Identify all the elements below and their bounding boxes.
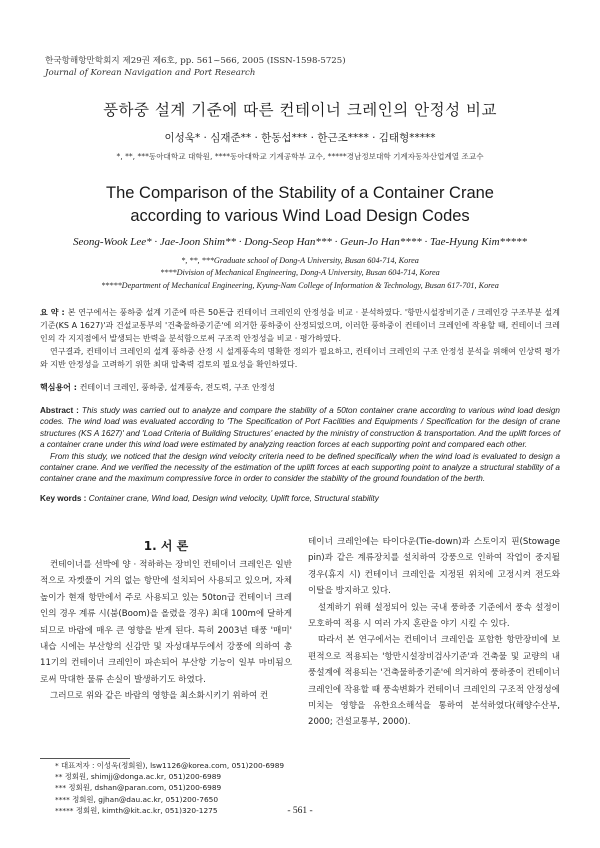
abstract-en-text2: From this study, we noticed that the design wind velocity criteria need to be defined specifically when the wind load is evaluated to design a container crane. And we verified the necessity of the estimation of the uplift forces at each supporting point to analyze a structural stability of a container crane and the maximum compressive force in order to consider the stability of the ground foundation of the berth.: [40, 451, 560, 484]
section-title-intro: 1. 서 론: [143, 539, 189, 553]
affiliations-en: [0, 255, 600, 292]
paper-title-ko: 풍하중 설계 기준에 따른 컨테이너 크레인의 안정성 비교: [103, 101, 497, 119]
footnote-5: ***** 정회원, kimth@kit.ac.kr, 051)320-1275: [55, 805, 218, 815]
abstract-en: [40, 405, 560, 485]
keywords-ko-label: 핵심용어 :: [40, 383, 80, 392]
abstract-en-p1: [40, 405, 560, 451]
body-right-p1: 테이너 크레인에는 타이다운(Tie-down)과 스토이지 핀(Stowage pin)과 같은 계류장치를 설치하여 강풍으로 인하여 작업이 중지될 경우(휴지 시) 컨테이너 크레인을 지정된 위치에 고정시켜 전도와 이탈을 방지하고 있다.: [308, 537, 560, 597]
affiliations-ko: *, **, ***동아대학교 대학원, ****동아대학교 기계공학부 교수, *****경남정보대학 기계자동차산업계열 조교수: [116, 152, 484, 161]
keywords-ko-text: 컨테이너 크레인, 풍하중, 설계풍속, 전도력, 구조 안정성: [79, 383, 276, 392]
body-column-right: [308, 534, 560, 731]
journal-line-en: Journal of Korean Navigation and Port Research: [45, 68, 256, 78]
body-left-p1: 컨테이너를 선박에 양 · 적하하는 장비인 컨테이너 크레인은 일반적으로 자켓풀이 거의 없는 항만에 설치되어 사용되고 있으며, 자체 높이가 현재 항만에서 주로 사용되고 있는 50ton급 컨테이너 크레인의 경우 계류 시(붐(Boom)을 올렸을 경우) 최대 100m에 달하게 되므로 바람에 매우 큰 영향을 받게 된다. 특히 2003년 태풍 '매미' 내습 시에는 부산항의 신감만 및 자성대부두에서 강풍에 의하여 총 11기의 컨테이너 크레인이 파손되어 부산항 기능이 일부 마비됨으로써 막대한 물류 손실이 발생하기도 하였다.: [40, 560, 292, 685]
abstract-ko-text1: 본 연구에서는 풍하중 설계 기준에 따른 50톤급 컨테이너 크레인의 안정성을 비교 · 분석하였다. '항만시설장비기준 / 크레인강 구조부분 설계 기준(KS A 1627)'과 건설교통부의 '건축물하중기준'에 의거한 풍하중이 산정되었으며, 이러한 풍하중이 컨테이너 크레인에 작용할 때, 컨테이너 크레인의 각 지지점에서 발생되는 반력을 분석함으로써 구조적 안정성을 비교 · 평가하였다.: [40, 308, 560, 343]
journal-info: [45, 55, 346, 79]
abstract-en-text1: This study was carried out to analyze and compare the stability of a 50ton container crane according to various wind load design codes. The wind load was evaluated according to 'The Specification of Port Facilities and Equipments / Specification for the design of crane structures (KS A 1627)' and 'Load Criteria of Building Structures' enacted by the ministry of construction & transportation. And the uplift forces of a container crane under this wind load were estimated by analyzing reaction forces at each supporting point and compared each other.: [40, 406, 560, 450]
authors-ko: 이성욱* · 심재준** · 한동섭*** · 한근조**** · 김태형*****: [164, 132, 436, 144]
footnote-4: **** 정회원, gjhan@dau.ac.kr, 051)200-7650: [55, 794, 219, 804]
affiliation-en-1: *, **, ***Graduate school of Dong-A University, Busan 604-714, Korea: [181, 256, 419, 265]
abstract-en-label: Abstract :: [40, 406, 82, 415]
abstract-ko: [40, 306, 560, 371]
keywords-ko: [40, 382, 560, 393]
keywords-en-label: Key words :: [40, 494, 89, 503]
keywords-en: [40, 494, 560, 503]
paper-title-en: [0, 182, 600, 228]
body-left-p2: 그러므로 위와 같은 바람의 영향을 최소화시키기 위하여 컨: [50, 691, 269, 702]
footnote-3: *** 정회원, dshan@paran.com, 051)200-6989: [55, 783, 222, 793]
page-number: - 561 -: [287, 806, 313, 816]
affiliation-en-2: ****Division of Mechanical Engineering, Dong-A University, Busan 604-714, Korea: [160, 268, 440, 278]
footnote-2: ** 정회원, shimjj@donga.ac.kr, 051)200-6989: [55, 772, 222, 782]
abstract-ko-label: 요 약 :: [40, 308, 68, 317]
affiliation-en-3: *****Department of Mechanical Engineering, Kyung-Nam College of Information & Technology, Busan 617-701, Korea: [101, 280, 499, 290]
paper-title-en-line2: according to various Wind Load Design Codes: [130, 207, 470, 225]
footnote-rule: [40, 758, 130, 759]
footnote-1: * 대표저자 : 이성욱(정회원), lsw1126@korea.com, 051)200-6989: [55, 761, 285, 770]
keywords-en-text: Container crane, Wind load, Design wind velocity, Uplift force, Structural stability: [88, 494, 379, 503]
body-right-p2: 설계하기 위해 설정되어 있는 국내 풍하중 기준에서 풍속 설정이 모호하여 적용 시 여러 가지 혼란을 야기 시킬 수 있다.: [308, 602, 560, 630]
authors-en: Seong-Wook Lee* · Jae-Joon Shim** · Dong-Seop Han*** · Geun-Jo Han**** · Tae-Hyung Kim*****: [72, 236, 528, 248]
paper-title-en-line1: The Comparison of the Stability of a Container Crane: [106, 184, 494, 202]
body-column-left: [40, 557, 292, 705]
journal-line-ko: 한국항해항만학회지 제29권 제6호, pp. 561~566, 2005 (ISSN-1598-5725): [45, 56, 346, 66]
abstract-ko-p1: [40, 306, 560, 345]
body-right-p3: 따라서 본 연구에서는 컨테이너 크레인을 포함한 항만장비에 보편적으로 적용되는 '항만시설장비검사기준'과 건축물 및 교량의 내풍설계에 적용되는 '건축물하중기준'에 의거하여 풍하중이 컨테이너 크레인에 작용할 때 풍속변화가 컨테이너 크레인의 구조적 안정성에 미치는 영향을 유한요소해석을 통하여 분석하였다(해양수산부, 2000; 건설교통부, 2000).: [308, 635, 560, 728]
abstract-ko-text2: 연구결과, 컨테이너 크레인의 설계 풍하중 산정 시 설계풍속의 명확한 정의가 필요하고, 컨테이너 크레인의 구조 안정성 분석을 위해여 인상력 평가와 지반 안정성을 고려하기 위한 최대 압축력 검토의 필요성을 확인하였다.: [40, 347, 560, 369]
